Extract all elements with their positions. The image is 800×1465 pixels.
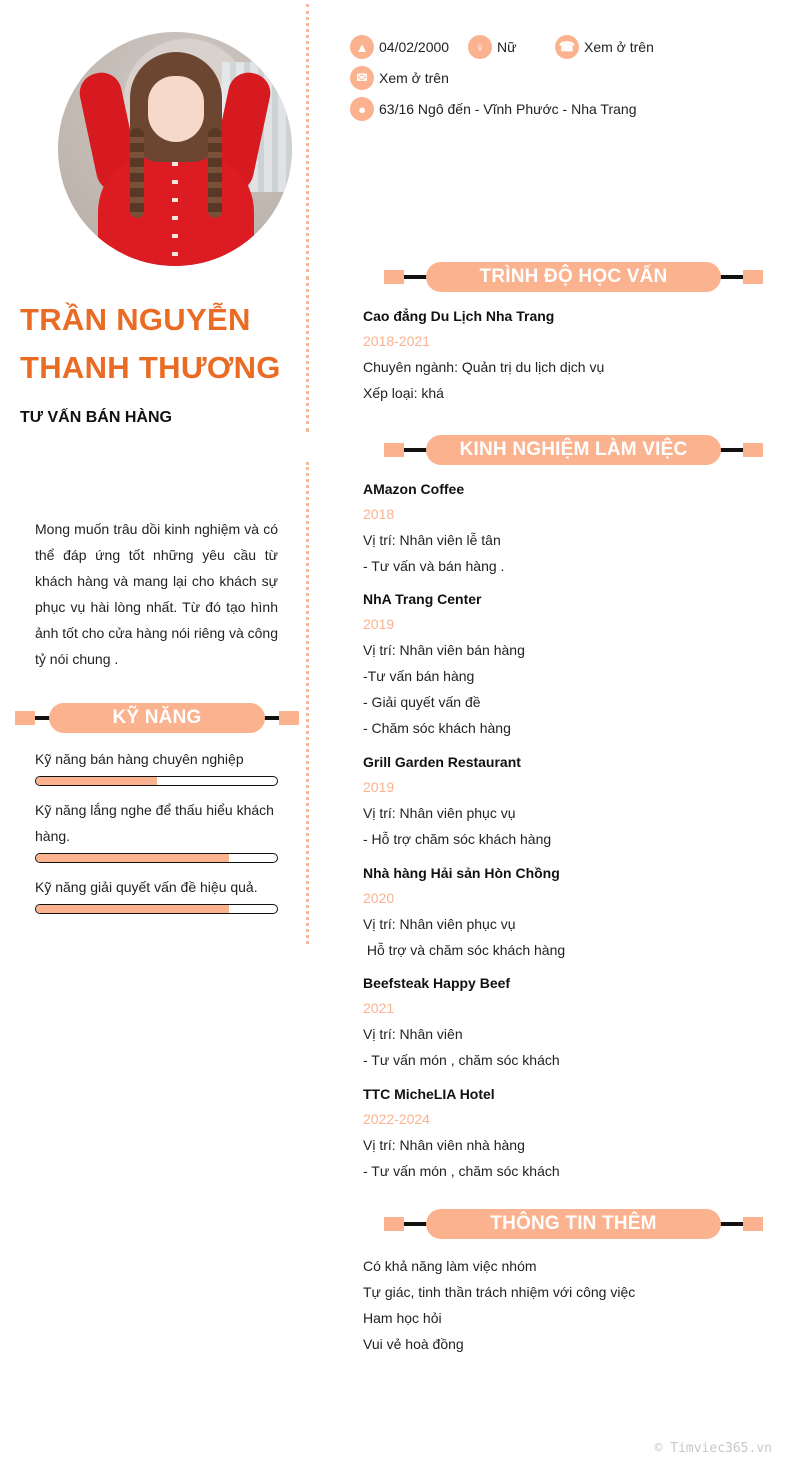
map-pin-icon: ● [350, 97, 374, 121]
contact-dob [350, 35, 449, 59]
education-entry [363, 304, 763, 406]
experience-detail: Vị trí: Nhân viên [363, 1026, 463, 1042]
skill-item [35, 874, 278, 914]
dob-value: 04/02/2000 [379, 39, 450, 55]
skill-bar [35, 853, 278, 863]
more-info-item: Tự giác, tinh thần trách nhiệm với công việc [363, 1284, 636, 1300]
career-objective: Mong muốn trâu dồi kinh nghiệm và có thể đáp ứng tốt những yêu cầu từ khách hàng và mang lại cho khách sự phục vụ hài lòng nhất. Từ đó tạo hình ảnh tốt cho cửa hàng nói riêng và công tỷ nói chung . [35, 521, 278, 667]
skills-title: KỸ NĂNG [49, 703, 265, 733]
contact-address [350, 97, 636, 121]
education-header [384, 262, 764, 292]
more-info-item: Có khả năng làm việc nhóm [363, 1258, 537, 1274]
more-info-item: Ham học hỏi [363, 1310, 442, 1326]
skill-bar [35, 904, 278, 914]
phone-icon: ☎ [555, 35, 579, 59]
experience-detail: Vị trí: Nhân viên nhà hàng [363, 1137, 525, 1153]
skill-item [35, 746, 278, 786]
education-title: TRÌNH ĐỘ HỌC VẤN [426, 262, 721, 292]
column-divider-bottom [306, 462, 309, 944]
experience-entry [363, 1082, 763, 1184]
contact-email [350, 66, 449, 90]
experience-header [384, 435, 764, 465]
experience-period: 2020 [363, 890, 395, 906]
skill-label: Kỹ năng lắng nghe để thấu hiểu khách hàng. [35, 802, 274, 844]
skill-bar-fill [36, 905, 229, 913]
experience-period: 2019 [363, 779, 395, 795]
job-title: TƯ VẤN BÁN HÀNG [20, 409, 172, 426]
contact-phone [555, 35, 654, 59]
experience-detail: - Tư vấn món , chăm sóc khách [363, 1163, 560, 1179]
skill-bar-fill [36, 854, 229, 862]
skills-header [15, 703, 299, 733]
experience-period: 2021 [363, 1000, 395, 1016]
skill-item [35, 797, 278, 863]
company-name: Grill Garden Restaurant [363, 754, 521, 770]
experience-detail: - Hỗ trợ chăm sóc khách hàng [363, 831, 552, 847]
skill-label: Kỹ năng giải quyết vấn đề hiệu quả. [35, 879, 258, 895]
candidate-name [20, 296, 300, 392]
birthday-cake-icon: ▲ [350, 35, 374, 59]
experience-entry [363, 750, 763, 852]
experience-title: KINH NGHIỆM LÀM VIỆC [426, 435, 721, 465]
avatar [58, 32, 292, 266]
skill-label: Kỹ năng bán hàng chuyên nghiệp [35, 751, 244, 767]
name-line-1: TRẦN NGUYỄN [20, 302, 251, 337]
more-info-list [363, 1253, 763, 1357]
experience-period: 2019 [363, 616, 395, 632]
column-divider-top [306, 4, 309, 272]
experience-entry [363, 971, 763, 1073]
school-name: Cao đẳng Du Lịch Nha Trang [363, 308, 555, 324]
more-info-item: Vui vẻ hoà đồng [363, 1336, 464, 1352]
experience-entry [363, 861, 763, 963]
experience-period: 2022-2024 [363, 1111, 430, 1127]
contact-gender [468, 35, 516, 59]
name-line-2: THANH THƯƠNG [20, 350, 281, 385]
company-name: NhA Trang Center [363, 591, 482, 607]
company-name: Beefsteak Happy Beef [363, 975, 511, 991]
experience-detail: Vị trí: Nhân viên phục vụ [363, 805, 516, 821]
experience-detail: - Giải quyết vấn đề [363, 694, 481, 710]
company-name: AMazon Coffee [363, 481, 465, 497]
email-value: Xem ở trên [379, 70, 449, 86]
experience-detail: Hỗ trợ và chăm sóc khách hàng [363, 942, 566, 958]
gender-icon: ♀ [468, 35, 492, 59]
company-name: TTC MicheLIA Hotel [363, 1086, 495, 1102]
skill-bar [35, 776, 278, 786]
experience-entry [363, 587, 763, 741]
column-divider-middle [306, 276, 309, 432]
gender-value: Nữ [497, 39, 517, 55]
more-info-header [384, 1209, 764, 1239]
experience-entry [363, 477, 763, 579]
experience-detail: Vị trí: Nhân viên bán hàng [363, 642, 525, 658]
education-detail: Chuyên ngành: Quản trị du lịch dịch vụ [363, 359, 605, 375]
experience-period: 2018 [363, 506, 395, 522]
education-period: 2018-2021 [363, 333, 430, 349]
experience-detail: -Tư vấn bán hàng [363, 668, 475, 684]
footer-watermark: © Timviec365.vn [654, 1441, 772, 1456]
company-name: Nhà hàng Hải sản Hòn Chồng [363, 865, 560, 881]
experience-detail: - Tư vấn món , chăm sóc khách [363, 1052, 560, 1068]
envelope-icon: ✉ [350, 66, 374, 90]
more-info-title: THÔNG TIN THÊM [426, 1209, 721, 1239]
address-value: 63/16 Ngô đến - Vĩnh Phước - Nha Trang [379, 101, 637, 117]
experience-detail: Vị trí: Nhân viên lễ tân [363, 532, 501, 548]
experience-detail: - Tư vấn và bán hàng . [363, 558, 505, 574]
phone-value: Xem ở trên [584, 39, 654, 55]
experience-detail: - Chăm sóc khách hàng [363, 720, 511, 736]
experience-detail: Vị trí: Nhân viên phục vụ [363, 916, 516, 932]
education-detail: Xếp loại: khá [363, 385, 444, 401]
skill-bar-fill [36, 777, 157, 785]
